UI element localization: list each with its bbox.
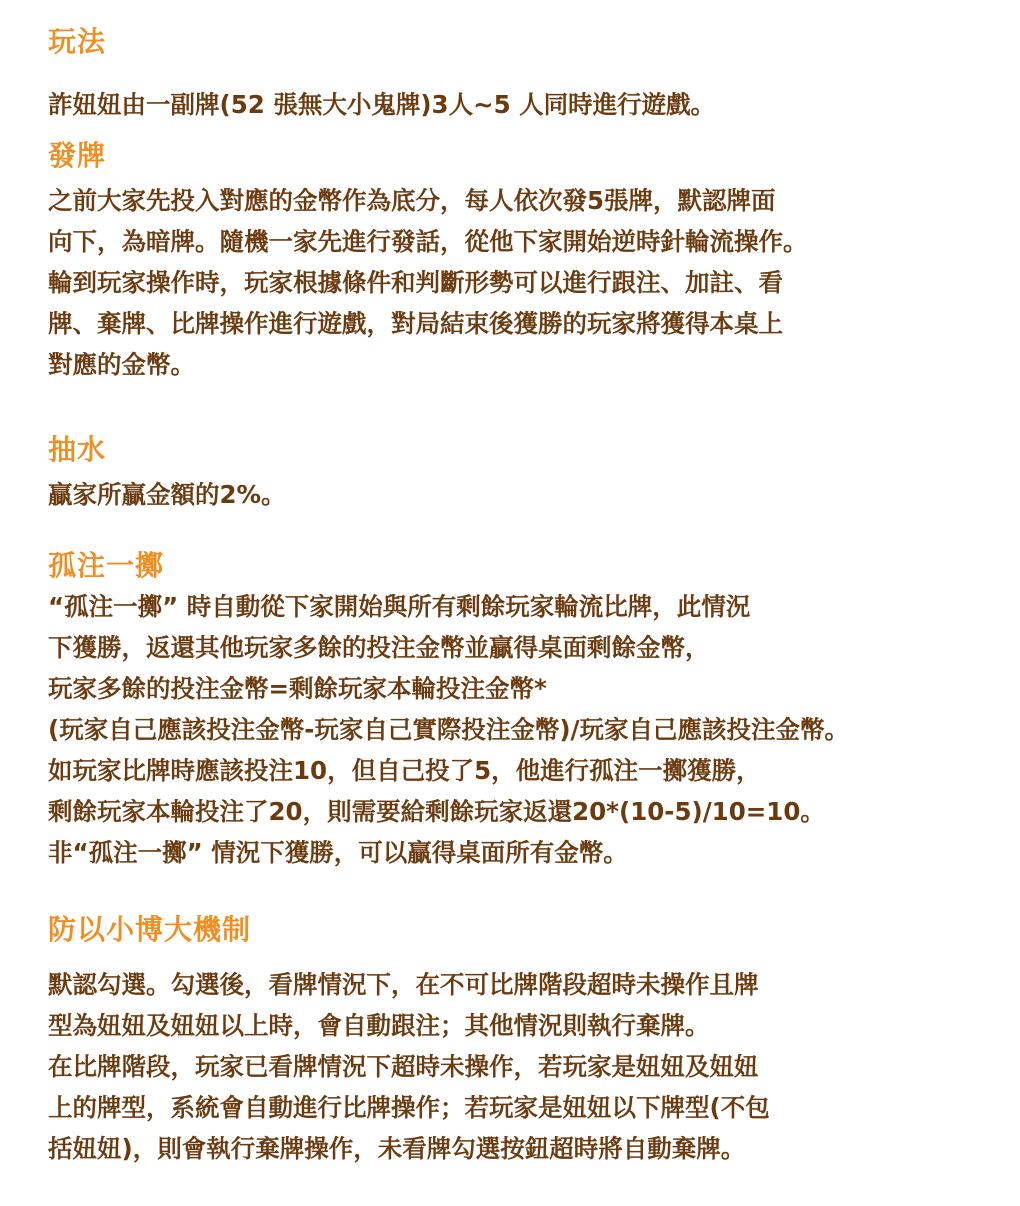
text-line: (玩家自己應該投注金幣-玩家自己實際投注金幣)/玩家自己應該投注金幣。	[48, 715, 850, 744]
section-body-rake	[48, 474, 286, 515]
section-body-deal	[48, 180, 808, 385]
text-line: “孤注一擲” 時自動從下家開始與所有剩餘玩家輪流比牌，此情況	[48, 592, 751, 621]
text-line: 下獲勝，返還其他玩家多餘的投注金幣並贏得桌面剩餘金幣，	[48, 633, 710, 662]
text-line: 型為妞妞及妞妞以上時，會自動跟注；其他情況則執行棄牌。	[48, 1011, 710, 1040]
section-rake	[48, 432, 286, 515]
section-rules	[48, 24, 715, 125]
section-title-deal: 發牌	[48, 139, 107, 172]
section-body-allin	[48, 586, 849, 873]
section-title-rules: 玩法	[48, 25, 107, 58]
text-line: 對應的金幣。	[48, 350, 195, 379]
text-line: 上的牌型，系統會自動進行比牌操作；若玩家是妞妞以下牌型(不包	[48, 1093, 770, 1122]
text-line: 玩家多餘的投注金幣=剩餘玩家本輪投注金幣*	[48, 674, 547, 703]
text-line: 剩餘玩家本輪投注了20，則需要給剩餘玩家返還20*(10-5)/10=10。	[48, 797, 825, 826]
text-line: 向下，為暗牌。隨機一家先進行發話，從他下家開始逆時針輪流操作。	[48, 227, 808, 256]
text-line: 輪到玩家操作時，玩家根據條件和判斷形勢可以進行跟注、加註、看	[48, 268, 783, 297]
section-deal	[48, 138, 808, 385]
section-protect	[48, 912, 770, 1169]
text-line: 牌、棄牌、比牌操作進行遊戲，對局結束後獲勝的玩家將獲得本桌上	[48, 309, 783, 338]
text-line: 默認勾選。勾選後，看牌情況下，在不可比牌階段超時未操作且牌	[48, 970, 759, 999]
text-line: 如玩家比牌時應該投注10，但自己投了5，他進行孤注一擲獲勝，	[48, 756, 761, 785]
section-allin	[48, 548, 849, 873]
section-body-protect	[48, 964, 770, 1169]
text-line: 詐妞妞由一副牌(52 張無大小鬼牌)3人~5 人同時進行遊戲。	[48, 90, 716, 119]
text-line: 贏家所贏金額的2%。	[48, 480, 286, 509]
section-title-rake: 抽水	[48, 433, 107, 466]
section-body-rules	[48, 84, 715, 125]
text-line: 非“孤注一擲” 情況下獲勝，可以贏得桌面所有金幣。	[48, 838, 628, 867]
section-title-allin: 孤注一擲	[48, 549, 165, 582]
text-line: 在比牌階段，玩家已看牌情況下超時未操作，若玩家是妞妞及妞妞	[48, 1052, 759, 1081]
text-line: 之前大家先投入對應的金幣作為底分，每人依次發5張牌，默認牌面	[48, 186, 776, 215]
section-title-protect: 防以小博大機制	[48, 913, 252, 946]
text-line: 括妞妞)，則會執行棄牌操作，未看牌勾選按鈕超時將自動棄牌。	[48, 1134, 746, 1163]
